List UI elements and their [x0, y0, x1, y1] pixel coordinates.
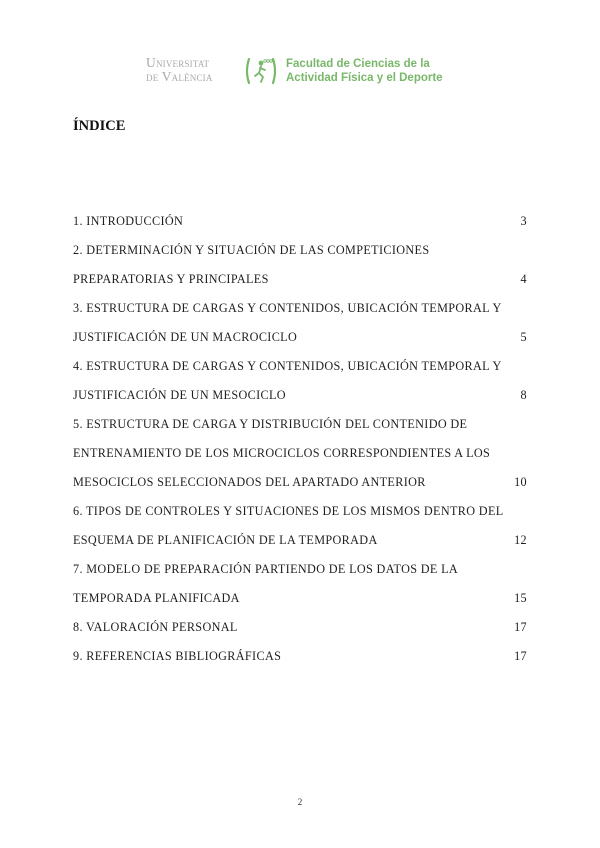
faculty-name: [286, 57, 443, 85]
toc-entry: [73, 207, 527, 236]
toc-entry-text: MESOCICLOS SELECCIONADOS DEL APARTADO ANTERIOR: [73, 475, 426, 489]
toc-entry-text: PREPARATORIAS Y PRINCIPALES: [73, 272, 269, 286]
toc-entry-text: JUSTIFICACIÓN DE UN MACROCICLO: [73, 330, 298, 344]
toc-entry-page-number: 10: [514, 475, 527, 489]
page-title: ÍNDICE: [73, 118, 126, 134]
page-number: 2: [297, 797, 303, 807]
toc-entry-text: 6. TIPOS DE CONTROLES Y SITUACIONES DE LOS MISMOS DENTRO DEL: [73, 504, 504, 518]
toc-entry-page-number: 17: [514, 649, 527, 663]
toc-entry: [73, 555, 527, 613]
toc-entry: [73, 352, 527, 410]
toc-entry-page-number: 15: [514, 591, 527, 605]
page-header: [0, 52, 600, 88]
toc-entry-text: 9. REFERENCIAS BIBLIOGRÁFICAS: [73, 649, 282, 663]
toc-entry: [73, 410, 527, 497]
faculty-name-line1: Facultad de Ciencias de la: [286, 58, 430, 70]
toc-entry: [73, 642, 527, 671]
toc-entry-text: 2. DETERMINACIÓN Y SITUACIÓN DE LAS COMPETICIONES: [73, 243, 430, 257]
university-logo-line1: Universitat: [146, 55, 210, 70]
table-of-contents: [73, 207, 527, 671]
toc-entry-text: ENTRENAMIENTO DE LOS MICROCICLOS CORRESPONDIENTES A LOS: [73, 446, 491, 460]
toc-entry-text: 7. MODELO DE PREPARACIÓN PARTIENDO DE LOS DATOS DE LA: [73, 562, 459, 576]
faculty-name-line2: Actividad Física y el Deporte: [286, 72, 443, 84]
toc-entry-text: ESQUEMA DE PLANIFICACIÓN DE LA TEMPORADA: [73, 533, 378, 547]
toc-entry-page-number: 4: [520, 272, 527, 286]
toc-entry-page-number: 5: [520, 330, 527, 344]
faculty-runner-logo-icon: [244, 56, 278, 86]
toc-entry-text: 5. ESTRUCTURA DE CARGA Y DISTRIBUCIÓN DEL CONTENIDO DE: [73, 417, 468, 431]
toc-entry-text: 8. VALORACIÓN PERSONAL: [73, 620, 238, 634]
toc-entry: [73, 294, 527, 352]
toc-entry-text: 1. INTRODUCCIÓN: [73, 214, 184, 228]
toc-entry-text: 4. ESTRUCTURA DE CARGAS Y CONTENIDOS, UBICACIÓN TEMPORAL Y: [73, 359, 502, 373]
university-logo: [146, 56, 234, 84]
toc-entry-page-number: 17: [514, 620, 527, 634]
university-logo-line2: de València: [146, 69, 213, 84]
toc-entry: [73, 236, 527, 294]
toc-entry-text: TEMPORADA PLANIFICADA: [73, 591, 240, 605]
toc-entry: [73, 497, 527, 555]
toc-entry-page-number: 12: [514, 533, 527, 547]
toc-entry-page-number: 8: [520, 388, 527, 402]
toc-entry-text: 3. ESTRUCTURA DE CARGAS Y CONTENIDOS, UBICACIÓN TEMPORAL Y: [73, 301, 502, 315]
toc-entry: [73, 613, 527, 642]
toc-entry-text: JUSTIFICACIÓN DE UN MESOCICLO: [73, 388, 286, 402]
toc-entry-page-number: 3: [520, 214, 527, 228]
